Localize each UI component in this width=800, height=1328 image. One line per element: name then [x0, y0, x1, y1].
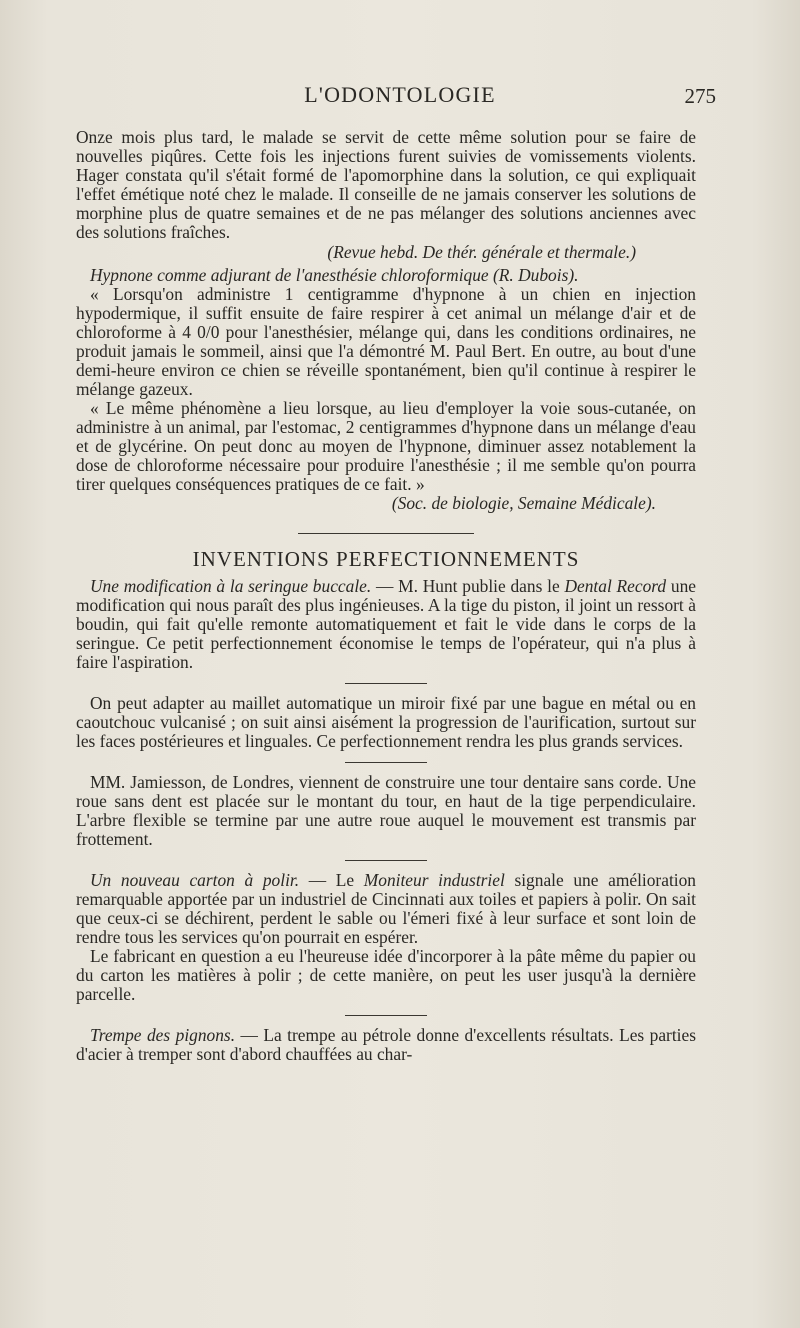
section-divider [298, 533, 474, 534]
article2-paragraph-1: « Lorsqu'on administre 1 centigramme d'hypnone à un chien en injection hypodermique, il suffit ensuite de faire respirer à cet animal un mélange d'air et de chloroforme à 4 0/0 pour l'anesthésier, mélange qui, dans les conditions ordinaires, ne produit jamais le sommeil, ainsi que l'a démontré M. Paul Bert. En outre, au bout d'une demi-heure environ ce chien se réveille spontanément, bien qu'il continue à respirer le mélange gazeux. [76, 284, 696, 399]
page-number: 275 [684, 84, 716, 108]
body-text [76, 128, 696, 1064]
article2-paragraph-2: « Le même phénomène a lieu lorsque, au lieu d'employer la voie sous-cutanée, on administre à un animal, par l'estomac, 2 centigrammes d'hypnone dans un mélange d'eau et de glycérine. On peut donc au moyen de l'hypnone, diminuer assez notablement la dose de chloroforme nécessaire pour produire l'anesthésie ; il me semble qu'on pourra tirer quelques conséquences pratiques de ce fait. » [76, 398, 696, 494]
item2-paragraph: On peut adapter au maillet automatique un miroir fixé par une bague en métal ou en caoutchouc vulcanisé ; on suit ainsi aisément la progression de l'aurification, surtout sur les faces postérieures et linguales. Ce perfectionnement rendra les plus grands services. [76, 693, 696, 751]
item1-lead: Une modification à la seringue buccale. [90, 576, 372, 596]
item-separator [76, 672, 696, 694]
item4-paragraph [76, 871, 696, 947]
item1-text: — M. Hunt publie dans le [371, 576, 565, 596]
item4-paragraph-2: Le fabricant en question a eu l'heureuse idée d'incorporer à la pâte même du papier ou du carton les matières à polir ; de cette manière, on peut les user jusqu'à la dernière parcelle. [76, 946, 696, 1004]
section-title: INVENTIONS PERFECTIONNEMENTS [192, 547, 580, 571]
item5-paragraph [76, 1026, 696, 1064]
running-title: L'ODONTOLOGIE [304, 82, 496, 107]
item-separator [76, 1004, 696, 1026]
item4-journal: Moniteur industriel [363, 870, 505, 890]
item5-text: — La trempe au pétrole donne d'excellents résultats. Les parties d'acier à tremper sont d'abord chauffées au char- [76, 1025, 696, 1064]
item1-journal: Dental Record [564, 576, 667, 596]
item4-dash: — Le [299, 870, 364, 890]
item1-rest: une modification qui nous paraît des plus ingénieuses. A la tige du piston, il joint un ressort à boudin, qui fait qu'elle remonte automatiquement et fait le vide dans le corps de la seringue. Ce petit perfectionnement économise le temps de l'opérateur, qui n'a plus à faire l'aspiration. [76, 576, 696, 672]
item-separator [76, 849, 696, 871]
article2-citation: (Soc. de biologie, Semaine Médicale). [391, 493, 656, 513]
item3-paragraph: MM. Jamiesson, de Londres, viennent de construire une tour dentaire sans corde. Une roue sans dent est placée sur le montant du tour, en haut de la tige perpendiculaire. L'arbre flexible se termine par une autre roue auquel le mouvement est transmis par frottement. [76, 772, 696, 849]
page-header [78, 82, 722, 112]
item1-paragraph [76, 577, 696, 672]
article1-paragraph: Onze mois plus tard, le malade se servit de cette même solution pour se faire de nouvelles piqûres. Cette fois les injections furent suivies de vomissements violents. Hager constata qu'il s'était formé de l'apomorphine dans la solution, ce qui expliquait l'effet émétique noté chez le malade. Il conseille de ne jamais conserver les solutions de morphine plus de quatre semaines et de ne pas mélanger des solutions anciennes avec des solutions fraîches. [76, 127, 696, 242]
item4-rest: signale une amélioration remarquable apportée par un industriel de Cincinnati aux toiles et papiers à polir. On sait que ceux-ci se déchirent, perdent le sable ou l'émeri fixé à leur surface et sont loin de rendre tous les services qu'on pourrait en espérer. [76, 870, 696, 947]
item5-lead: Trempe des pignons. [90, 1025, 236, 1045]
article1-citation: (Revue hebd. De thér. générale et thermale.) [327, 242, 636, 262]
item-separator [76, 751, 696, 773]
article2-title: Hypnone comme adjurant de l'anesthésie chloroformique (R. Dubois). [90, 265, 579, 285]
item4-lead: Un nouveau carton à polir. [90, 870, 300, 890]
